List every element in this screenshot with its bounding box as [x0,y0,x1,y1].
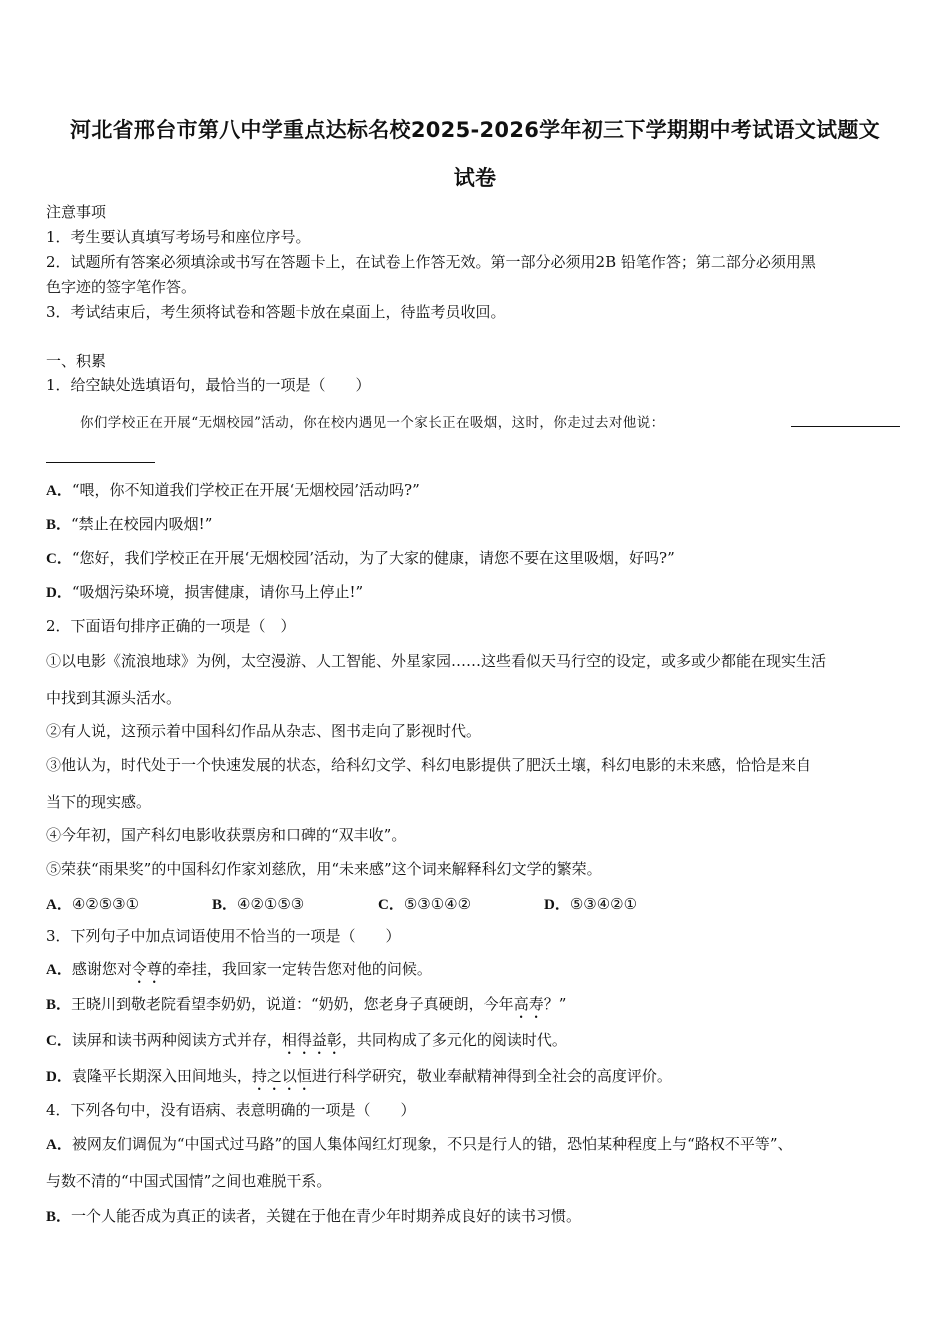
notice-item: 3．考试结束后，考生须将试卷和答题卡放在桌面上，待监考员收回。 [46,303,506,321]
sentence-5: ⑤荣获“雨果奖”的中国科幻作家刘慈欣，用“未来感”这个词来解释科幻文学的繁荣。 [46,860,602,878]
question-1-stem: 1．给空缺处选填语句，最恰当的一项是（ ） [46,376,371,394]
choice-d [544,893,637,914]
option-text: 感谢您对 [71,960,132,978]
option-label: D． [46,1069,72,1085]
question-3-stem: 3．下列句子中加点词语使用不恰当的一项是（ ） [46,927,401,945]
sentence-2: ②有人说，这预示着中国科幻作品从杂志、图书走向了影视时代。 [46,722,482,740]
option-label: B． [46,997,72,1013]
option-label: A． [46,962,72,978]
notice-item: 2．试题所有答案必须填涂或书写在答题卡上，在试卷上作答无效。第一部分必须用2B 铅笔作答；第二部分必须用黑 [46,253,816,271]
sentence-4: ④今年初，国产科幻电影收获票房和口碑的“双丰收”。 [46,826,407,844]
choice-c [378,893,544,914]
option-label: D． [544,897,570,913]
question-1-scene: 你们学校正在开展“无烟校园”活动，你在校内遇见一个家长正在吸烟，这时，你走过去对他说： [80,415,665,431]
option-label: C． [46,551,72,567]
option-a [46,481,420,500]
sentence-1-continued: 中找到其源头活水。 [46,689,182,707]
option-label: C． [378,897,404,913]
option-label: B． [46,517,72,533]
question-4-stem: 4．下列各句中，没有语病、表意明确的一项是（ ） [46,1101,416,1119]
notice-heading: 注意事项 [46,203,107,221]
option-text: 读屏和读书两种阅读方式并存， [71,1031,282,1049]
option-text: ⑤③④②① [569,895,638,913]
option-text: ⑤③①④② [403,895,472,913]
option-text: ④②⑤③① [71,895,140,913]
option-c [46,1031,567,1058]
option-text: ④②①⑤③ [237,895,305,913]
dotted-word: 令尊 [131,960,162,978]
option-b [46,1207,581,1226]
option-b [46,515,212,534]
choice-a [46,893,212,914]
question-2-stem: 2．下面语句排序正确的一项是（ ） [46,617,296,635]
option-label: C． [46,1033,72,1049]
notice-item: 色字迹的签字笔作答。 [46,278,197,296]
option-text: 袁隆平长期深入田间地头， [71,1067,252,1085]
answer-blank [46,462,155,463]
question-2-choices [46,893,637,914]
option-text: 王晓川到敬老院看望李奶奶，说道：“奶奶，您老身子真硬朗，今年 [71,995,514,1013]
option-a-continued: 与数不清的“中国式国情”之间也难脱干系。 [46,1172,332,1190]
option-text: “您好，我们学校正在开展‘无烟校园’活动，为了大家的健康，请您不要在这里吸烟，好吗?” [71,549,675,567]
option-b [46,995,566,1022]
option-text: “吸烟污染环境，损害健康，请你马上停止!” [71,583,364,601]
option-label: B． [212,897,238,913]
option-text: 一个人能否成为真正的读者，关键在于他在青少年时期养成良好的读书习惯。 [71,1207,582,1225]
option-label: D． [46,585,72,601]
option-label: B． [46,1209,72,1225]
choice-b [212,893,378,914]
answer-blank [791,426,900,427]
option-text: 进行科学研究，敬业奉献精神得到全社会的高度评价。 [311,1067,672,1085]
option-text: ，共同构成了多元化的阅读时代。 [341,1031,567,1049]
dotted-word: 持之以恒 [251,1067,312,1085]
option-text: “禁止在校园内吸烟!” [71,515,213,533]
dotted-word: 高寿 [513,995,544,1013]
option-text: “喂，你不知道我们学校正在开展‘无烟校园’活动吗?” [71,481,420,499]
option-a [46,1135,793,1154]
option-label: A． [46,1137,72,1153]
page-title-continued: 试卷 [453,166,497,190]
option-text: 被网友们调侃为“中国式过马路”的国人集体闯红灯现象，不只是行人的错，恐怕某种程度上与“路权不平等”、 [71,1135,793,1153]
option-label: A． [46,483,72,499]
notice-item: 1．考生要认真填写考场号和座位序号。 [46,228,311,246]
sentence-3: ③他认为，时代处于一个快速发展的状态，给科幻文学、科幻电影提供了肥沃土壤，科幻电影的未来感，恰恰是来自 [46,756,812,774]
sentence-3-continued: 当下的现实感。 [46,793,152,811]
section-heading: 一、积累 [46,352,107,370]
option-d [46,1067,672,1094]
page-title: 河北省邢台市第八中学重点达标名校2025-2026学年初三下学期期中考试语文试题文 [70,118,880,142]
option-a [46,960,432,987]
option-text: ？” [543,995,567,1013]
option-d [46,583,363,602]
sentence-1: ①以电影《流浪地球》为例，太空漫游、人工智能、外星家园……这些看似天马行空的设定，或多或少都能在现实生活 [46,652,827,670]
option-text: 的牵挂，我回家一定转告您对他的问候。 [161,960,432,978]
option-label: A． [46,897,72,913]
dotted-word: 相得益彰 [281,1031,342,1049]
option-c [46,549,675,568]
